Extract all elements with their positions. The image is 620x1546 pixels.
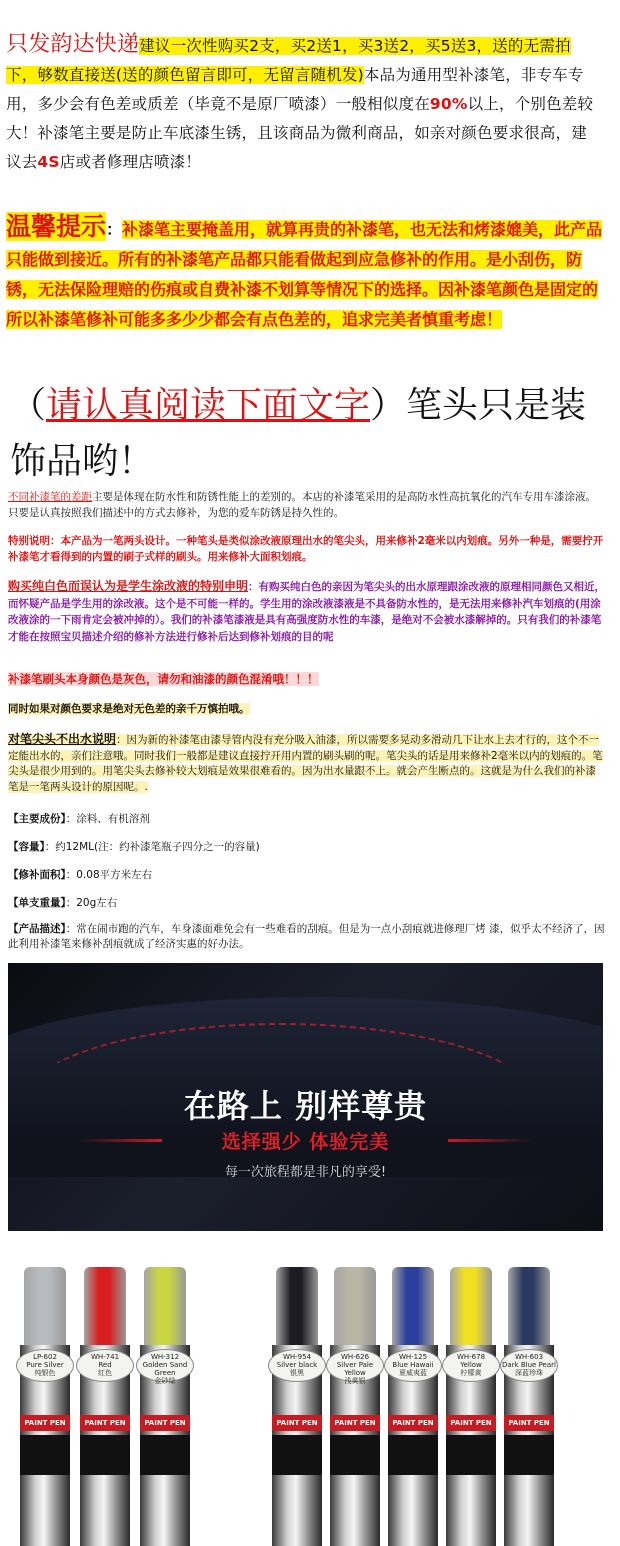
brand-logo	[140, 1435, 190, 1475]
pen-code: WH-741	[90, 1353, 120, 1361]
notice-percent: 90%	[429, 95, 468, 113]
pen-brand: PAINT PEN	[388, 1415, 438, 1431]
shipping-notice	[6, 30, 598, 177]
notice-promo: 建议一次性购买2支，买2送1，买3送2，买5送3，送的无需拍下，够数直接送(送的颜色留言即可，无留言随机发)	[6, 37, 571, 84]
read-rest: ）笔头只是装饰品哟！	[10, 385, 587, 482]
brush-note: 补漆笔刷头本身颜色是灰色，请勿和油漆的颜色混淆哦！！！	[8, 672, 319, 686]
brand-logo	[388, 1435, 438, 1475]
pen-label	[500, 1349, 558, 1382]
diff-title: 不同补漆笔的差距	[8, 491, 92, 503]
warm-body: 补漆笔主要掩盖用，就算再贵的补漆笔，也无法和烤漆媲美，此产品只能做到接近。所有的补漆笔产品都只能看做起到应急修补的作用。是小刮伤，防锈，无法保险理赔的伤痕或自费补漆不划算等情况下的选择。因补漆笔颜色是固定的所以补漆笔修补可能多多少少都会有点色差的，追求完美者慎重考虑！	[6, 220, 603, 329]
section-white	[8, 578, 606, 645]
pen-cap	[392, 1267, 434, 1349]
pen-code: WH-603	[514, 1353, 544, 1361]
paint-pens-photo	[8, 1245, 603, 1546]
pen-brand: PAINT PEN	[504, 1415, 554, 1431]
paint-pen	[498, 1245, 558, 1546]
notice-title: 只发韵达快递	[6, 32, 140, 57]
pen-color-name: Yellow	[460, 1361, 482, 1369]
brand-logo	[330, 1435, 380, 1475]
spec-row	[8, 922, 606, 952]
paint-pen	[134, 1245, 194, 1546]
spec-key: 【修补面积】	[8, 869, 66, 881]
pen-color-cn: 深蓝珍珠	[515, 1369, 543, 1377]
white-body: ：有购买纯白色的亲因为笔尖头的出水原理跟涂改液的原理相同颜色又相近，而怀疑产品是学生用的涂改液。这个是不可能一样的。学生用的涂改液漆液是不具备防水性的，是无法用来修补汽车划痕的(用涂改液涂的一下雨肯定会被冲掉的）。我们的补漆笔漆液是具有高强度防水性的车漆，是绝对不会被水漆解掉的。只有我们的补漆笔才能在按照宝贝描述介绍的修补方法进行修补后达到修补划痕的目的呢	[8, 581, 606, 643]
tip-title: 对笔尖头不出水说明	[8, 732, 117, 746]
pen-cap	[508, 1267, 550, 1349]
pen-brand: PAINT PEN	[446, 1415, 496, 1431]
tip-body: ：因为新的补漆笔由漆导管内没有充分吸入油漆，所以需要多晃动多滑动几下让水上去才行的，这个不一定能出水的，亲们注意哦。同时我们一般都是建议直接拧开用内置的刷头刷的呢。笔尖头的话是用来修补2毫米以内的划痕的。笔尖头是很少用到的。用笔尖头去修补较大划痕是效果很难看的。因为出水量跟不上。就会产生断点的。这就是为什么我们的补漆笔是一笔两头设计的原因呢。.	[8, 734, 603, 793]
pen-code: WH-312	[150, 1353, 180, 1361]
pen-cap	[276, 1267, 318, 1349]
section-color	[8, 702, 606, 718]
pen-color-cn: 银黑	[290, 1369, 304, 1377]
brand-logo	[20, 1435, 70, 1475]
section-diff	[8, 490, 606, 521]
pen-cap	[144, 1267, 186, 1349]
pen-code: WH-125	[398, 1353, 428, 1361]
section-brush	[8, 672, 606, 689]
spec-row	[8, 868, 606, 883]
spec-key: 【单支重量】	[8, 897, 66, 909]
paint-pen	[74, 1245, 134, 1546]
pen-brand: PAINT PEN	[272, 1415, 322, 1431]
pen-color-name: Silver black	[276, 1361, 318, 1369]
pen-color-name: Blue Hawaii	[392, 1361, 434, 1369]
warm-tips	[6, 212, 606, 335]
pen-color-cn: 浅黄银	[344, 1377, 366, 1385]
pen-label	[384, 1349, 442, 1382]
pen-color-name: Red	[98, 1361, 112, 1369]
paint-pen	[382, 1245, 442, 1546]
spec-value: ：涂料、有机溶剂	[65, 813, 150, 825]
promo-banner	[8, 963, 603, 1231]
pen-code: WH-626	[340, 1353, 370, 1361]
section-special: 特别说明：本产品为一笔两头设计。一种笔头是类似涂改液原理出水的笔尖头，用来修补2毫米以内划痕。另外一种是，需要拧开补漆笔才看得到的内置的刷子式样的刷头。用来修补大面积划痕。	[8, 535, 604, 563]
spec-value: ：约12ML(注：约补漆笔瓶子四分之一的容量)	[44, 841, 260, 853]
section-tip	[8, 732, 606, 795]
pen-color-cn: 夏威夷蓝	[399, 1369, 427, 1377]
pen-brand: PAINT PEN	[140, 1415, 190, 1431]
banner-headline: 在路上 别样尊贵	[183, 1087, 428, 1125]
pen-color-name: Golden Sand Green	[142, 1361, 188, 1377]
pen-brand: PAINT PEN	[20, 1415, 70, 1431]
pen-color-cn: 纯银色	[34, 1369, 56, 1377]
notice-body-c: 店或者修理店喷漆！	[59, 153, 202, 171]
pen-label	[268, 1349, 326, 1382]
brand-logo	[80, 1435, 130, 1475]
pen-cap	[24, 1267, 66, 1349]
pen-label	[442, 1349, 500, 1382]
color-note: 同时如果对颜色要求是绝对无色差的亲千万慎拍哦。	[8, 703, 250, 715]
pen-color-cn: 柠檬黄	[460, 1369, 482, 1377]
warm-title: 温馨提示	[6, 212, 107, 241]
spec-key: 【产品描述】	[8, 923, 66, 935]
brand-logo	[272, 1435, 322, 1475]
pen-cap	[84, 1267, 126, 1349]
banner-tagline: 每一次旅程都是非凡的享受!	[224, 1165, 387, 1180]
spec-value: ：20g左右	[65, 897, 118, 909]
banner-subheadline: 选择强少 体验完美	[221, 1131, 390, 1153]
paint-pen	[266, 1245, 326, 1546]
pen-color-cn: 金砂绿	[154, 1377, 176, 1385]
notice-body-a: 本品为通用型补漆笔，非专车专用，多少会有色差或质差（毕竟不是原厂喷漆）一般相似度在	[6, 66, 584, 113]
pen-code: WH-954	[282, 1353, 312, 1361]
read-highlight: 请认真阅读下面文字	[46, 385, 371, 426]
pen-code: LP-602	[33, 1353, 57, 1361]
brand-logo	[504, 1435, 554, 1475]
pen-brand: PAINT PEN	[330, 1415, 380, 1431]
notice-shop: 4S	[37, 153, 60, 171]
pen-color-cn: 红色	[98, 1369, 112, 1377]
white-title: 购买纯白色而误认为是学生涂改液的特别申明	[8, 579, 249, 593]
spec-value: ：0.08平方米左右	[65, 869, 153, 881]
pen-label	[326, 1349, 384, 1385]
diff-body: 主要是体现在防水性和防锈性能上的差别的。本店的补漆笔采用的是高防水性高抗氧化的汽车专用车漆涂液。只要是认真按照我们描述中的方式去修补，为您的爱车防锈是持久性的。	[8, 491, 596, 519]
pen-brand: PAINT PEN	[80, 1415, 130, 1431]
spec-key: 【容量】	[8, 841, 45, 853]
pen-cap	[450, 1267, 492, 1349]
paint-pen	[440, 1245, 500, 1546]
notice-body-b: 以上，个别色差较大！补漆笔主要是防止车底漆生锈，且该商品为微利商品，如亲对颜色要求很高，建议去	[6, 95, 594, 171]
spec-key: 【主要成份】	[8, 813, 66, 825]
pen-cap	[334, 1267, 376, 1349]
pen-code: WH-678	[456, 1353, 486, 1361]
pen-label	[76, 1349, 134, 1382]
paint-pen	[14, 1245, 74, 1546]
pen-color-name: Pure Silver	[26, 1361, 64, 1369]
pen-label	[16, 1349, 74, 1382]
spec-row	[8, 896, 606, 911]
brand-logo	[446, 1435, 496, 1475]
read-paren-open: （	[10, 385, 47, 426]
warm-colon: ：	[106, 220, 123, 239]
spec-row	[8, 840, 606, 855]
pen-color-name: Silver Pale Yellow	[336, 1361, 374, 1377]
spec-value: ：常在闹市跑的汽车，车身漆面难免会有一些难看的刮痕。但是为一点小刮痕就进修理厂烤 漆，似乎太不经济了，因此利用补漆笔来修补刮痕就成了经济实惠的好办法。	[8, 923, 605, 950]
spec-row	[8, 812, 606, 827]
pen-label	[136, 1349, 194, 1385]
paint-pen	[324, 1245, 384, 1546]
read-notice	[10, 378, 610, 490]
pen-color-name: Dark Blue Pearl	[502, 1361, 556, 1369]
